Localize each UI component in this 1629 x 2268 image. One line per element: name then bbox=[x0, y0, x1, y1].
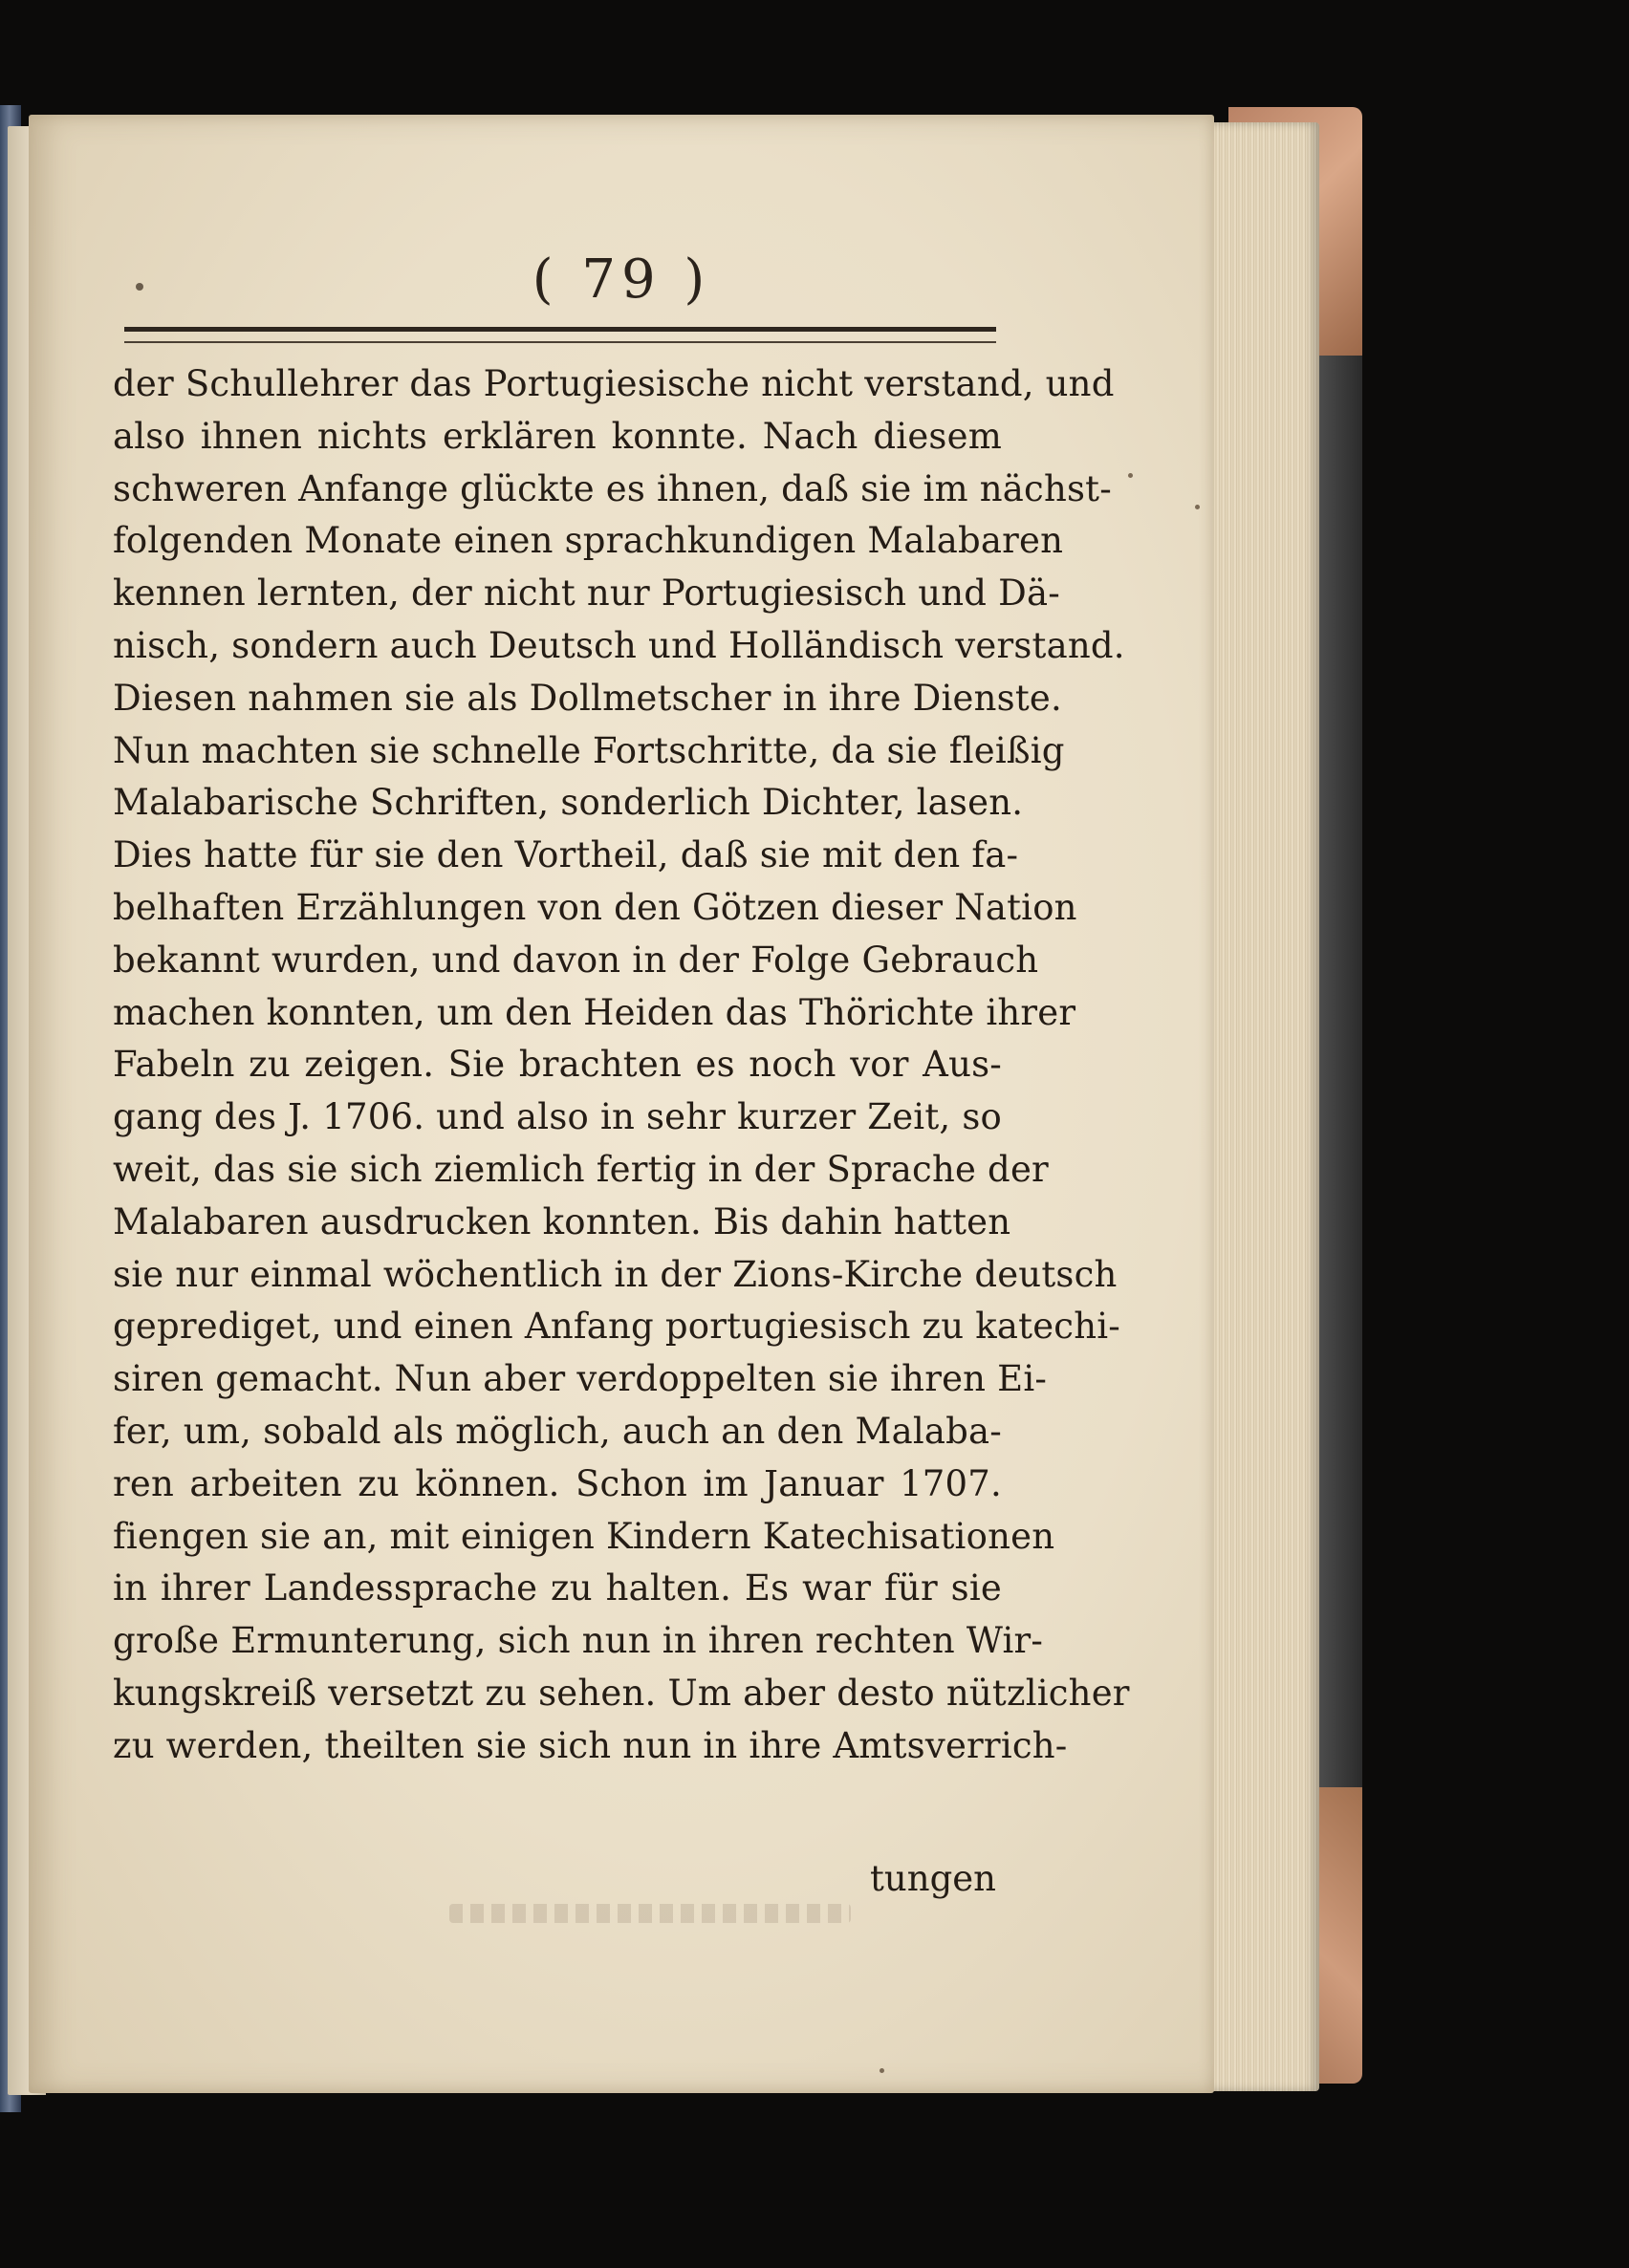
text-line: Nun machten sie schnelle Fortschritte, da sie fleißig bbox=[113, 729, 1065, 771]
text-line: belhaften Erzählungen von den Götzen dieser Nation bbox=[113, 886, 1077, 928]
text-line: Malabarische Schriften, sonderlich Dichter, lasen. bbox=[113, 782, 1024, 824]
text-line: machen konnten, um den Heiden das Thörichte ihrer bbox=[113, 991, 1076, 1033]
text-line: kennen lernten, der nicht nur Portugiesisch und Dä- bbox=[113, 572, 1060, 615]
text-line: schweren Anfange glückte es ihnen, daß sie im nächst- bbox=[113, 467, 1112, 509]
header-rule bbox=[124, 327, 996, 343]
text-line: also ihnen nichts erklären konnte. Nach diesem bbox=[113, 415, 1002, 457]
text-line: bekannt wurden, und davon in der Folge Gebrauch bbox=[113, 939, 1039, 981]
text-line: kungskreiß versetzt zu sehen. Um aber desto nützlicher bbox=[113, 1672, 1130, 1714]
page-number: ( 79 ) bbox=[532, 248, 711, 311]
text-line: folgenden Monate einen sprachkundigen Malabaren bbox=[113, 520, 1064, 562]
text-line: gang des J. 1706. und also in sehr kurzer Zeit, so bbox=[113, 1096, 1002, 1138]
book-page bbox=[29, 115, 1214, 2093]
catchword: tungen bbox=[870, 1858, 996, 1899]
show-through-text bbox=[449, 1904, 851, 1923]
text-line: geprediget, und einen Anfang portugiesisch zu katechi- bbox=[113, 1306, 1120, 1348]
text-line: nisch, sondern auch Deutsch und Holländisch verstand. bbox=[113, 624, 1125, 666]
text-line: Malabaren ausdrucken konnten. Bis dahin hatten bbox=[113, 1200, 1011, 1242]
text-line: Fabeln zu zeigen. Sie brachten es noch vor Aus- bbox=[113, 1044, 1002, 1086]
ink-speck bbox=[1195, 505, 1200, 509]
text-line: der Schullehrer das Portugiesische nicht verstand, und bbox=[113, 363, 1115, 404]
text-line: in ihrer Landessprache zu halten. Es war für sie bbox=[113, 1567, 1002, 1609]
text-line: zu werden, theilten sie sich nun in ihre Amtsverrich- bbox=[113, 1724, 1068, 1766]
text-line: Diesen nahmen sie als Dollmetscher in ihre Dienste. bbox=[113, 677, 1062, 719]
text-line: fer, um, sobald als möglich, auch an den Malaba- bbox=[113, 1410, 1002, 1452]
text-line: fiengen sie an, mit einigen Kindern Katechisationen bbox=[113, 1515, 1055, 1557]
body-text bbox=[113, 358, 1130, 1773]
text-line: siren gemacht. Nun aber verdoppelten sie ihren Ei- bbox=[113, 1358, 1048, 1400]
text-line: große Ermunterung, sich nun in ihren rechten Wir- bbox=[113, 1620, 1044, 1662]
text-line: ren arbeiten zu können. Schon im Januar 1707. bbox=[113, 1462, 1002, 1504]
text-line: weit, das sie sich ziemlich fertig in der Sprache der bbox=[113, 1148, 1049, 1190]
ink-speck bbox=[1128, 473, 1133, 478]
text-line: sie nur einmal wöchentlich in der Zions-Kirche deutsch bbox=[113, 1253, 1118, 1295]
text-line: Dies hatte für sie den Vortheil, daß sie mit den fa- bbox=[113, 834, 1019, 876]
ink-speck bbox=[880, 2068, 884, 2073]
